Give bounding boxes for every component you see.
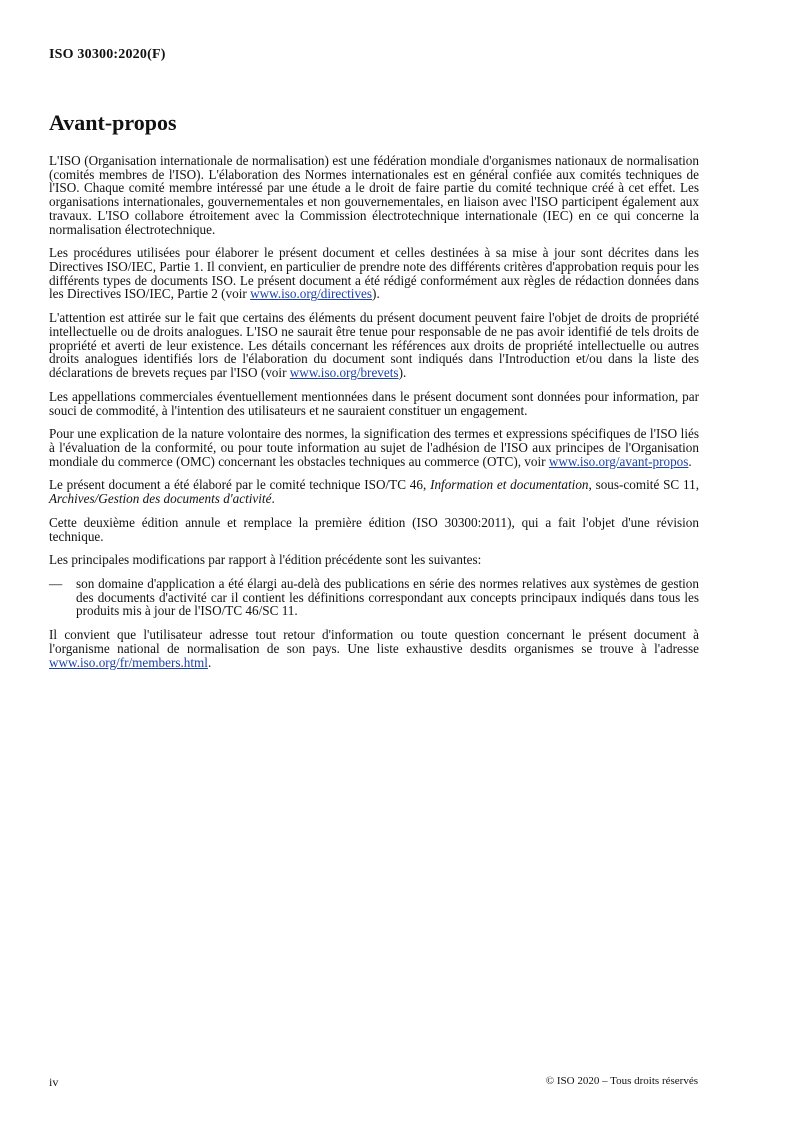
members-link[interactable]: www.iso.org/fr/members.html — [49, 654, 208, 670]
patents-link[interactable]: www.iso.org/brevets — [289, 365, 399, 381]
page-number: iv — [49, 1075, 59, 1089]
directives-link[interactable]: www.iso.org/directives — [250, 286, 373, 302]
paragraph-edition: Cette deuxième édition annule et remplace la première édition (ISO 30300:2011), qui a fait l'objet d'une révision technique. — [49, 514, 699, 544]
paragraph-committee: Le présent document a été élaboré par le comité technique ISO/TC 46, Information et documentation, sous-comité SC 11, Archives/Gestion des documents d'activité. — [49, 477, 699, 507]
paragraph-changes-intro: Les principales modifications par rapport à l'édition précédente sont les suivantes: — [49, 552, 482, 568]
paragraph-iso-intro: L'ISO (Organisation internationale de normalisation) est une fédération mondiale d'organismes nationaux de normalisation (comités membres de l'ISO). L'élaboration des Normes internationales est en général confiée aux comités techniques de l'ISO. Chaque comité membre intéressé par une étude a le droit de faire partie du comité technique créé à cet effet. Les organisations internationales, gouvernementales et non gouvernementales, en liaison avec l'ISO participent également aux travaux. L'ISO collabore étroitement avec la Commission électrotechnique internationale (IEC) en ce qui concerne la normalisation électrotechnique. — [49, 153, 699, 237]
document-id: ISO 30300:2020(F) — [49, 47, 166, 62]
section-title: Avant-propos — [49, 110, 177, 135]
foreword-link[interactable]: www.iso.org/avant-propos — [548, 453, 689, 469]
em-dash-bullet: — — [49, 575, 63, 591]
list-item — [49, 577, 699, 618]
paragraph-feedback: Il convient que l'utilisateur adresse tout retour d'information ou toute question concernant le présent document à l'organisme national de normalisation de son pays. Une liste exhaustive desdits organismes se trouve à l'adresse www.iso.org/fr/members.html. — [49, 627, 699, 670]
copyright-notice: © ISO 2020 – Tous droits réservés — [545, 1075, 698, 1087]
paragraph-patents: L'attention est attirée sur le fait que certains des éléments du présent document peuvent faire l'objet de droits de propriété intellectuelle ou de droits analogues. L'ISO ne saurait être tenue pour responsable de ne pas avoir identifié de tels droits de propriété et averti de leur existence. Les détails concernant les références aux droits de propriété intellectuelle ou autres droits analogues identifiés lors de l'élaboration du document sont indiqués dans l'Introduction et/ou dans la liste des déclarations de brevets reçues par l'ISO (voir www.iso.org/brevets). — [49, 310, 699, 381]
list-item-text: son domaine d'application a été élargi au-delà des publications en série des normes relatives aux systèmes de gestion des documents d'activité car il contient les définitions correspondant aux concepts principaux indiqués dans tous les produits mis à jour de l'ISO/TC 46/SC 11. — [76, 575, 699, 619]
paragraph-trade-names: Les appellations commerciales éventuellement mentionnées dans le présent document sont données pour information, par souci de commodité, à l'intention des utilisateurs et ne sauraient constituer un engagement. — [49, 388, 699, 418]
paragraph-voluntary-nature: Pour une explication de la nature volontaire des normes, la signification des termes et expressions spécifiques de l'ISO liés à l'évaluation de la conformité, ou pour toute information au sujet de l'adhésion de l'ISO aux principes de l'Organisation mondiale du commerce (OMC) concernant les obstacles techniques au commerce (OTC), voir www.iso.org/avant-propos. — [49, 426, 699, 469]
paragraph-procedures: Les procédures utilisées pour élaborer le présent document et celles destinées à sa mise à jour sont décrites dans les Directives ISO/IEC, Partie 1. Il convient, en particulier de prendre note des différents critères d'approbation requis pour les différents types de documents ISO. Le présent document a été rédigé conformément aux règles de rédaction données dans les Directives ISO/IEC, Partie 2 (voir www.iso.org/directives). — [49, 245, 699, 302]
foreword-body — [49, 154, 699, 679]
